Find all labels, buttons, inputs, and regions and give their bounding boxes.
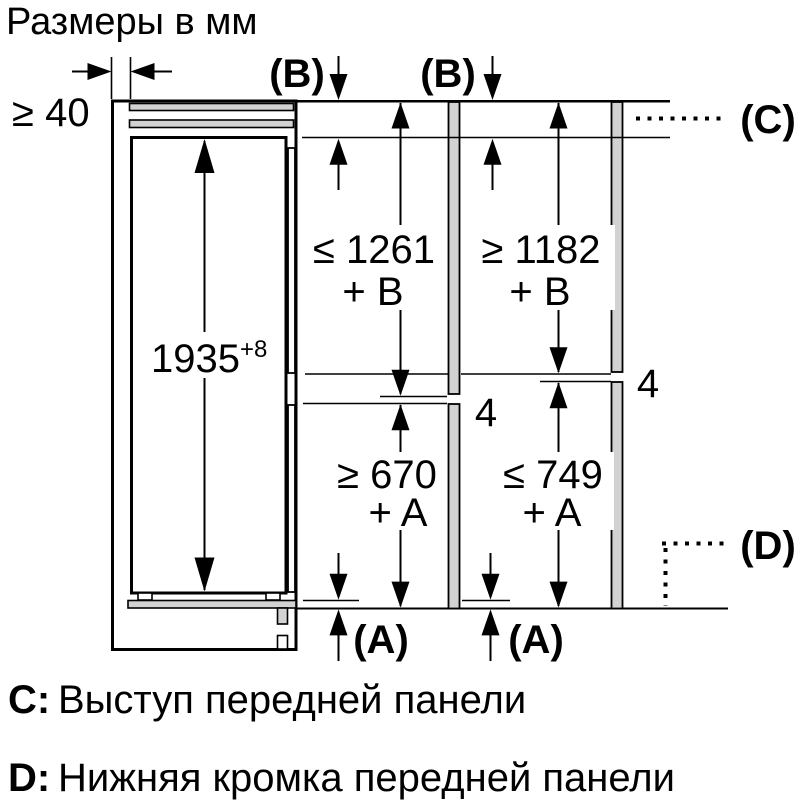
front-roller — [278, 608, 288, 624]
front-panel-lower-left — [449, 404, 460, 609]
a-label: (A) — [353, 618, 409, 662]
a-label: (A) — [508, 618, 564, 662]
upper-front-max-value: ≤ 1261 — [312, 228, 436, 272]
arrowhead-right-icon — [88, 63, 112, 80]
arrowhead-up-icon — [392, 103, 410, 129]
top-vent-strip-1 — [130, 104, 294, 111]
upper-front-max-suffix: + B — [342, 270, 404, 314]
plinth-bar — [128, 601, 296, 609]
legend-line-c: C: Выступ передней панели — [8, 678, 527, 722]
arrowhead-up-icon — [392, 404, 410, 430]
lower-front-min-suffix: + A — [368, 491, 428, 535]
b-label: (B) — [420, 52, 476, 96]
callout-d — [662, 524, 796, 606]
arrowhead-down-icon — [330, 574, 348, 600]
arrowhead-up-icon — [550, 103, 568, 129]
appliance-foot-left — [138, 593, 152, 600]
arrowhead-down-icon — [550, 582, 568, 608]
dim-upper-front-min — [475, 103, 615, 374]
front-panel-upper-left — [449, 102, 460, 394]
c-label: (C) — [740, 98, 796, 142]
d-label: (D) — [740, 524, 796, 568]
niche-height-value: $1935^{+8}$ — [151, 336, 268, 381]
lower-front-min-value: ≥ 670 — [337, 453, 437, 497]
upper-front-min-suffix: + B — [509, 270, 571, 314]
legend — [8, 678, 675, 800]
appliance-door-lower — [288, 405, 295, 592]
arrowhead-left-icon — [131, 63, 155, 80]
dim-b-right — [420, 52, 501, 190]
appliance-foot-right — [266, 593, 280, 600]
gap-4-mid-label: 4 — [474, 391, 498, 435]
arrowhead-up-icon — [484, 139, 502, 165]
legend-line-d: D: Нижняя кромка передней панели — [8, 756, 675, 800]
arrowhead-down-icon — [484, 74, 502, 100]
upper-front-min-value: ≥ 1182 — [481, 228, 601, 272]
arrowhead-up-icon — [330, 139, 348, 165]
gap-4-right-label: 4 — [636, 362, 660, 406]
arrowhead-down-icon — [392, 582, 410, 608]
base-notch — [278, 636, 288, 650]
arrowhead-up-icon — [330, 609, 348, 635]
arrowhead-down-icon — [550, 347, 568, 373]
appliance-door-upper — [288, 148, 295, 373]
lower-front-max-value: ≤ 749 — [503, 453, 603, 497]
b-label: (B) — [269, 52, 325, 96]
extension-lines — [112, 57, 131, 99]
callout-c — [636, 98, 796, 142]
top-vent-strip-2 — [130, 120, 294, 128]
rear-gap-value: ≥ 40 — [12, 91, 90, 135]
dim-lower-front-max — [492, 382, 614, 607]
dim-upper-front-max — [303, 103, 446, 396]
arrowhead-down-icon — [330, 74, 348, 100]
arrowhead-down-icon — [482, 574, 500, 600]
arrowhead-down-icon — [392, 370, 410, 396]
arrowhead-up-icon — [550, 382, 568, 408]
lower-front-max-suffix: + A — [522, 491, 582, 535]
page-title: Размеры в мм — [6, 1, 258, 43]
arrowhead-up-icon — [482, 609, 500, 635]
